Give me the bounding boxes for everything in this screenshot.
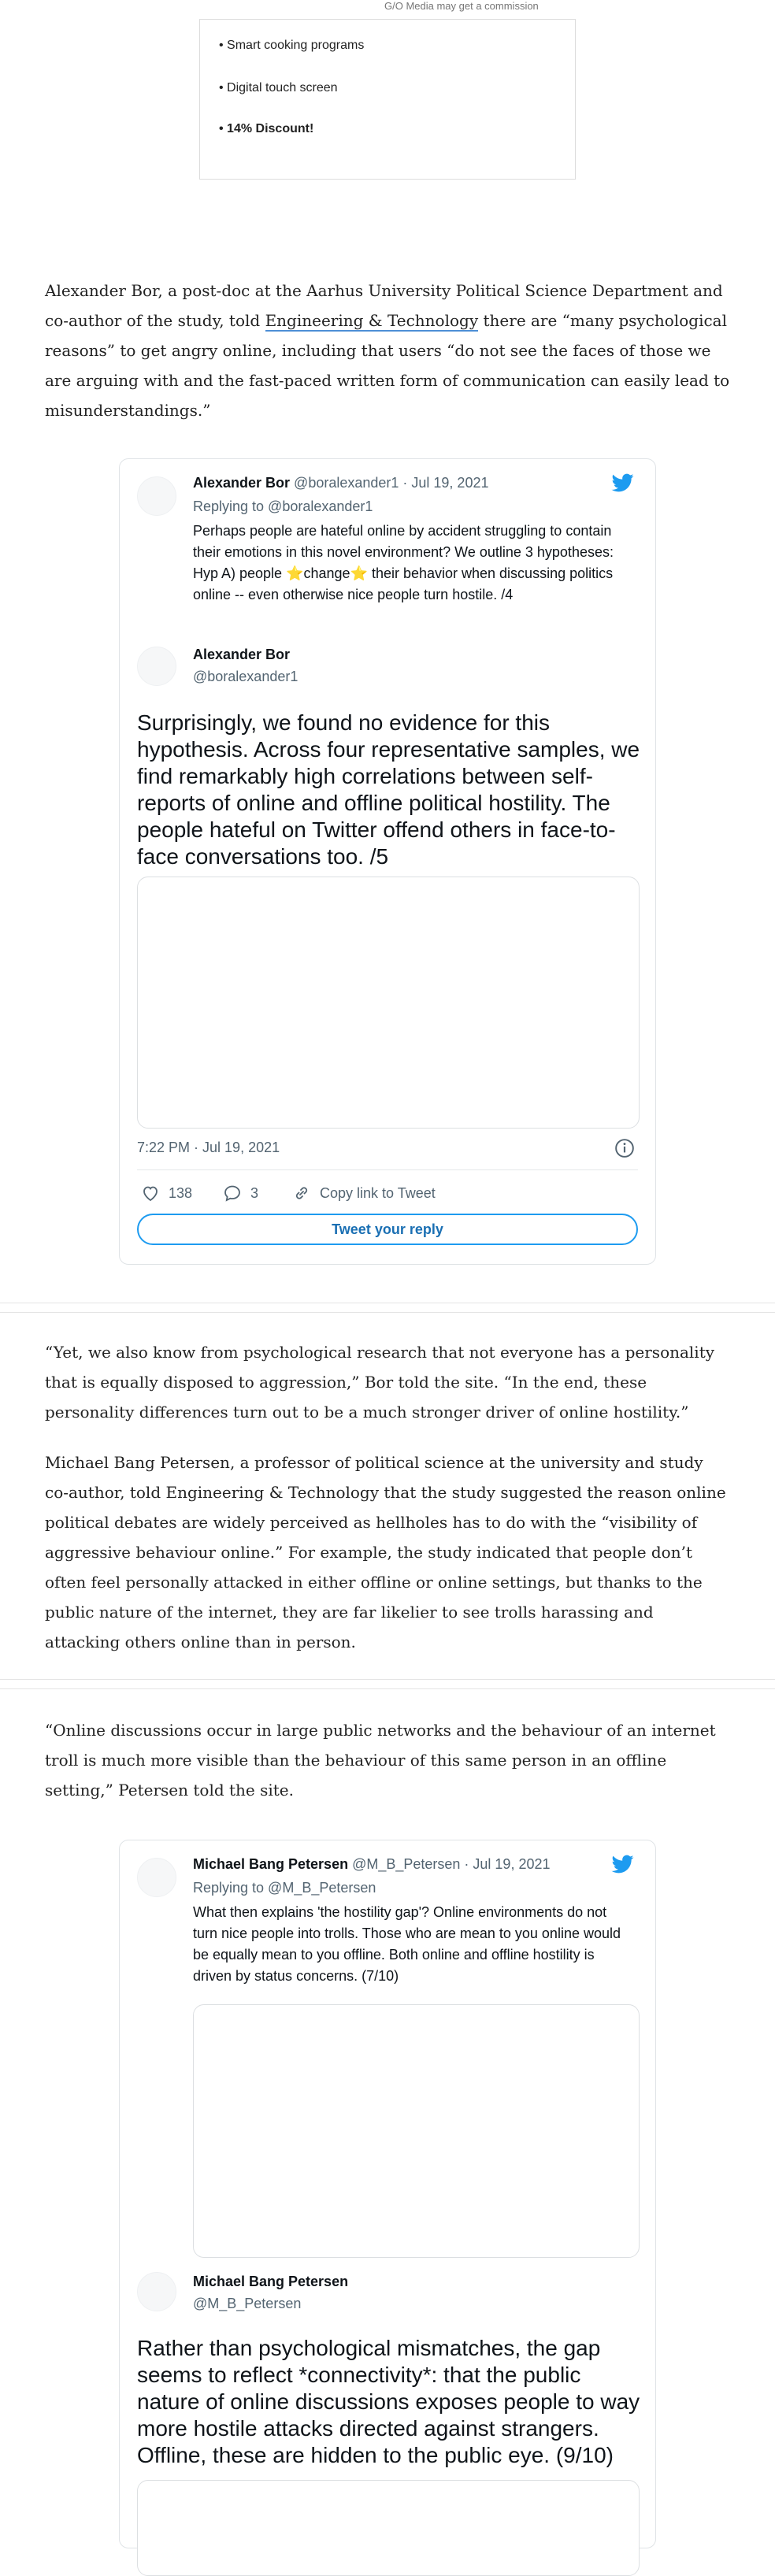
author-handle[interactable]: @M_B_Petersen (193, 2296, 302, 2311)
quoted-avatar (137, 1858, 176, 1897)
quoted-tweet-text: What then explains 'the hostility gap'? Online environments do not turn nice people into trolls. Those who are mean to you online would be equally mean to you offline. Both online and offline hostility is driven by status concerns. (7/10) (193, 1904, 621, 1984)
quoted-author[interactable]: Michael Bang Petersen @M_B_Petersen · Jul 19, 2021 (193, 1856, 551, 1872)
author-name[interactable]: Michael Bang Petersen (193, 2274, 349, 2289)
paragraph-text: there are “many psychological reasons” to get angry online, including that users “do not see the faces of those we are arguing with and the fast-paced written form of communication can easily lead to misunderstandings.” (45, 311, 730, 420)
commission-note: G/O Media may get a commission (384, 0, 539, 12)
twitter-bird-icon[interactable] (610, 1853, 636, 1875)
tweet-divider (137, 1169, 638, 1170)
comment-icon[interactable] (222, 1184, 243, 1203)
author-name[interactable]: Alexander Bor (193, 647, 291, 662)
quoted-avatar (137, 476, 176, 516)
reply-action[interactable] (222, 1184, 258, 1203)
section-divider (0, 1312, 775, 1313)
article-paragraph-visibility: “Online discussions occur in large public networks and the behaviour of an internet troll is much more visible than the behaviour of this same person in an offline setting,” Petersen told the site. (45, 1721, 716, 1799)
quoted-tweet-text: Perhaps people are hateful online by accident struggling to contain their emotions in this novel environment? We outline 3 hypotheses: Hyp A) people ⭐change⭐ their behavior when discussing politics online -- even otherwise nice people turn hostile. /4 (193, 523, 614, 602)
author-avatar[interactable] (137, 2272, 176, 2311)
tweet-media[interactable] (137, 877, 640, 1129)
tweet-timestamp[interactable]: 7:22 PM · Jul 19, 2021 (137, 1140, 280, 1155)
copy-link-label: Copy link to Tweet (320, 1184, 436, 1201)
tweet-reply-button[interactable]: Tweet your reply (137, 1214, 638, 1245)
article-paragraph-bor (45, 276, 730, 425)
tweet-text: Rather than psychological mismatches, the gap seems to reflect *connectivity*: that the public nature of online discussions exposes people to way more hostile attacks directed against strangers. Offline, these are hidden to the public eye. (9/10) (137, 2336, 640, 2467)
section-divider (0, 1679, 775, 1680)
tweet-text: Surprisingly, we found no evidence for this hypothesis. Across four representative samples, we find remarkably high correlations between self-reports of online and offline political hostility. The people hateful on Twitter offend others in face-to-face conversations too. /5 (137, 710, 640, 869)
like-action[interactable] (140, 1184, 192, 1203)
promo-item-discount: • 14% Discount! (219, 122, 314, 135)
quoted-author[interactable]: Alexander Bor @boralexander1 · Jul 19, 2021 (193, 475, 489, 491)
article-paragraph-personality: “Yet, we also know from psychological research that not everyone has a personality that is equally disposed to aggression,” Bor told the site. “In the end, these personality differences turn out to be a much stronger driver of online hostility.” (45, 1343, 715, 1421)
author-avatar[interactable] (137, 647, 176, 686)
copy-link-action[interactable] (291, 1184, 436, 1203)
heart-icon[interactable] (140, 1184, 161, 1203)
promo-item-touchscreen: • Digital touch screen (219, 81, 338, 95)
quoted-replying-to[interactable]: Replying to @M_B_Petersen (193, 1880, 376, 1896)
embedded-tweet-bor[interactable] (119, 458, 656, 1265)
promo-item-cooking: • Smart cooking programs (219, 39, 365, 52)
author-handle[interactable]: @boralexander1 (193, 669, 299, 684)
promo-box (199, 19, 576, 180)
twitter-bird-icon[interactable] (610, 472, 636, 494)
tweet-media[interactable] (137, 2480, 640, 2576)
embedded-tweet-petersen[interactable] (119, 1840, 656, 2548)
quoted-replying-to[interactable]: Replying to @boralexander1 (193, 499, 373, 514)
article-paragraph-petersen: Michael Bang Petersen, a professor of political science at the university and study co-author, told Engineering & Technology that the study suggested the reason online political debates are widely perceived as hellholes has to do with the “visibility of aggressive behaviour online.” For example, the study indicated that people don’t often feel personally attacked in either offline or online settings, but thanks to the public nature of the internet, they are far likelier to see trolls harassing and attacking others online than in person. (45, 1453, 726, 1651)
info-icon[interactable] (614, 1138, 635, 1158)
section-divider (0, 1688, 775, 1689)
paragraph-text: Alexander Bor, a post-doc at the Aarhus University Political Science Department and co-author of the study, told (45, 281, 723, 330)
reply-count: 3 (250, 1184, 259, 1201)
link-icon[interactable] (291, 1184, 312, 1203)
like-count: 138 (169, 1184, 193, 1201)
engineering-technology-link[interactable]: Engineering & Technology (265, 311, 479, 330)
quoted-tweet-media[interactable] (193, 2004, 640, 2258)
